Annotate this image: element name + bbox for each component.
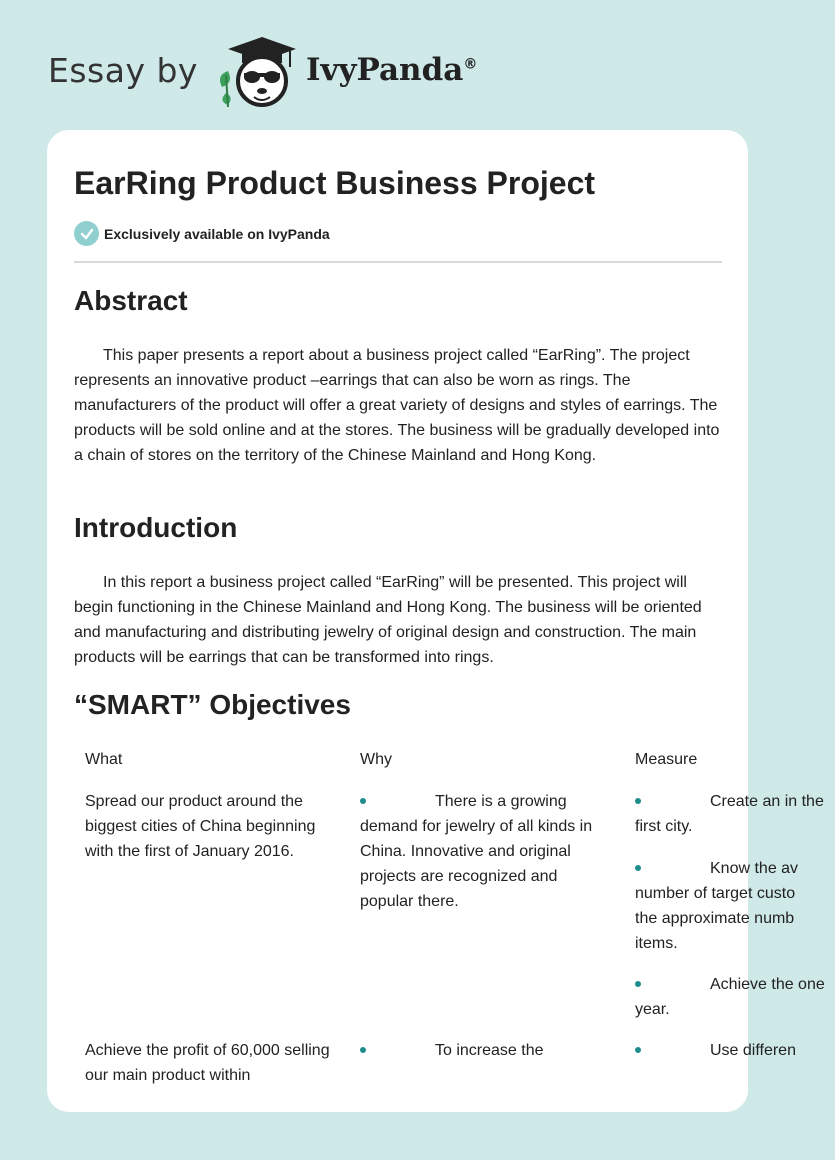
divider: [74, 261, 722, 263]
abstract-text: This paper presents a report about a business project called “EarRing”. The project represents an innovative product –earrings that can also be worn as rings. The manufacturers of the product will offer a great variety of designs and styles of earrings. The products will be sold online and at the stores. The business will be gradually developed into a chain of stores on the territory of the Chinese Mainland and Hong Kong.: [74, 347, 720, 464]
abstract-heading: Abstract: [74, 285, 188, 316]
smart-objectives-heading: “SMART” Objectives: [74, 689, 351, 720]
site-header: [48, 30, 748, 110]
table-cell-why: To increase the: [360, 1038, 615, 1063]
brand-name[interactable]: IvyPanda®: [305, 52, 478, 88]
measure-item: Use differen: [635, 1038, 835, 1063]
table-cell-what: Achieve the profit of 60,000 selling our main product within: [85, 1042, 330, 1084]
measure-item: Create an in the first city.: [635, 793, 824, 835]
bullet-icon: [635, 865, 641, 871]
bullet-icon: [635, 798, 641, 804]
bullet-icon: [635, 1047, 641, 1053]
column-header-what: What: [85, 751, 123, 768]
column-header-why: Why: [360, 751, 392, 768]
panda-logo-icon[interactable]: [216, 31, 300, 109]
exclusive-badge: [74, 221, 330, 246]
bullet-icon: [635, 981, 641, 987]
table-cell-why: There is a growing demand for jewelry of all kinds in China. Innovative and original projects are recognized and popular there.: [360, 793, 593, 910]
bullet-icon: [360, 1047, 366, 1053]
essay-by-label: Essay by: [48, 50, 198, 90]
introduction-text: In this report a business project called “EarRing” will be presented. This project will begin functioning in the Chinese Mainland and Hong Kong. The business will be oriented and manufacturing and distributing jewelry of original design and construction. The main products will be earrings that can be transformed into rings.: [74, 574, 702, 666]
measure-item: Know the av number of target custo the approximate numb items.: [635, 860, 799, 952]
table-cell-what: Spread our product around the biggest cities of China beginning with the first of January 2016.: [85, 793, 316, 860]
check-icon: [74, 221, 99, 246]
essay-card: [47, 130, 825, 1112]
column-header-measure: Measure: [635, 751, 698, 768]
measure-item: Achieve the one year.: [635, 976, 825, 1018]
bullet-icon: [360, 798, 366, 804]
page-title: EarRing Product Business Project: [74, 165, 596, 201]
exclusive-text: Exclusively available on IvyPanda: [104, 225, 330, 242]
introduction-heading: Introduction: [74, 512, 238, 543]
